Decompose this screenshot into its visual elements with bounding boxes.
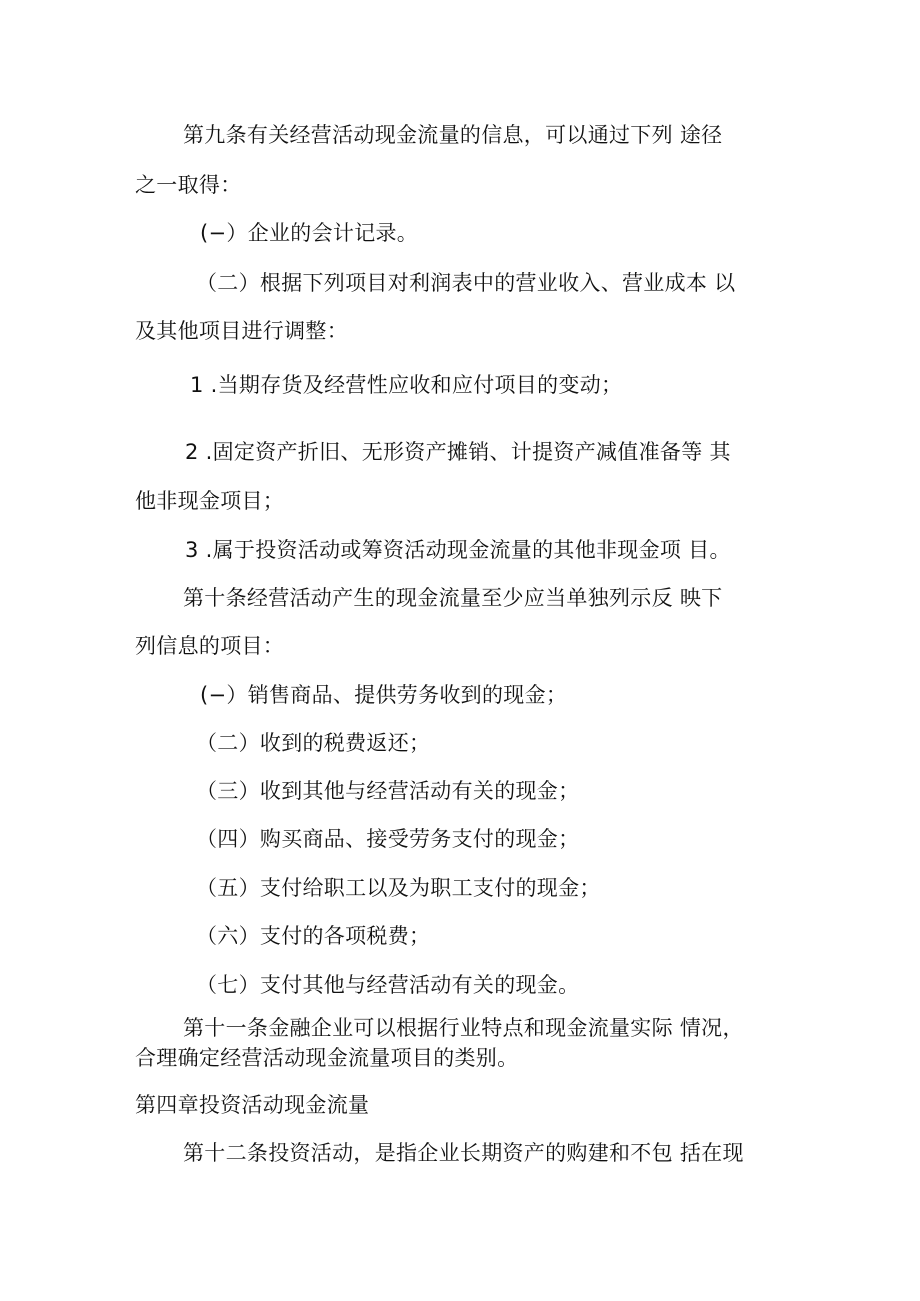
article-9-item-2-line-2: 及其他项目进行调整： [135,319,348,343]
article-11-line-1: 第十一条金融企业可以根据行业特点和现金流量实际 情况， [183,1016,744,1040]
chapter-4-heading: 第四章投资活动现金流量 [135,1093,370,1117]
article-10-item-2: （二）收到的税费返还； [196,731,431,755]
article-10-item-5: （五）支付给职工以及为职工支付的现金； [196,876,601,900]
article-9-item-2-line-1: （二）根据下列项目对利润表中的营业收入、营业成本 以 [196,271,736,295]
article-10-line-1: 第十条经营活动产生的现金流量至少应当单独列示反 映下 [183,586,723,610]
article-10-item-6: （六）支付的各项税费； [196,924,431,948]
sub-item-1: 1 .当期存货及经营性应收和应付项目的变动； [190,373,623,397]
article-9-item-1: (−）企业的会计记录。 [200,221,419,245]
article-9-line-2: 之一取得： [135,173,242,197]
article-10-line-2: 列信息的项目： [135,634,285,658]
article-12-line-1: 第十二条投资活动，是指企业长期资产的购建和不包 括在现 [183,1141,744,1165]
article-10-item-1: (−）销售商品、提供劳务收到的现金； [200,683,568,707]
sub-item-2-line-1: 2 .固定资产折旧、无形资产摊销、计提资产减值准备等 其 [185,440,731,464]
article-11-line-2: 合理确定经营活动现金流量项目的类别。 [135,1046,519,1070]
sub-item-3: 3 .属于投资活动或筹资活动现金流量的其他非现金项 目。 [185,538,731,562]
sub-item-2-line-2: 他非现金项目； [135,489,285,513]
article-9-line-1: 第九条有关经营活动现金流量的信息，可以通过下列 途径 [183,123,723,147]
article-10-item-7: （七）支付其他与经营活动有关的现金。 [196,973,580,997]
article-10-item-3: （三）收到其他与经营活动有关的现金； [196,779,580,803]
article-10-item-4: （四）购买商品、接受劳务支付的现金； [196,827,580,851]
